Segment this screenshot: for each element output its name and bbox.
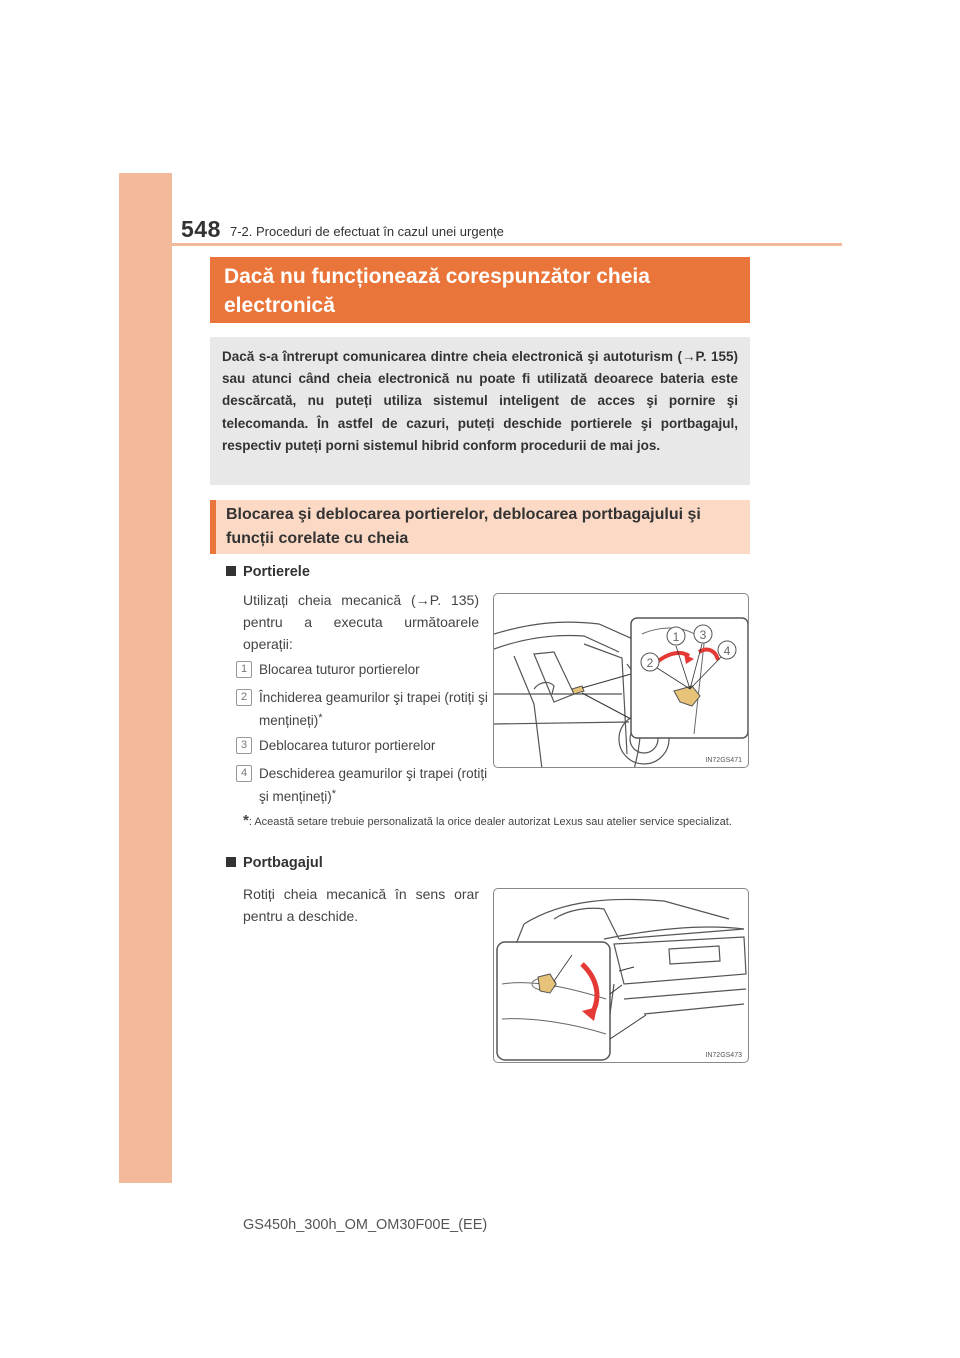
- bullet-square-icon: [226, 566, 236, 576]
- footnote-mark: *: [318, 712, 323, 724]
- doors-instruction: Utilizați cheia mecanică (→P. 135) pentru a executa următoarele operații:: [243, 592, 479, 652]
- footnote-text: : Această setare trebuie personalizată la orice dealer autorizat Lexus sau atelier service specializat.: [248, 816, 732, 828]
- bullet-square-icon: [226, 857, 236, 867]
- intro-text: Dacă s-a întrerupt comunicarea dintre cheia electronică şi autoturism (→P. 155) sau atunci când cheia electronică nu poate fi utilizată deoarece bateria este descărcată, nu puteți utiliza sistemul inteligent de acces şi pornire şi telecomanda. În astfel de cazuri, puteți deschide portierele şi portbagajul, respectiv puteți porni sistemul hibrid conform procedurii de mai jos.: [210, 337, 750, 485]
- door-lock-illustration: [493, 593, 749, 768]
- section-title: 7-2. Proceduri de efectuat în cazul unei urgențe: [230, 224, 504, 239]
- footnote-star: *: [243, 812, 249, 829]
- section-heading: Dacă nu funcționează corespunzător cheia electronică: [210, 257, 750, 323]
- step-number: 3: [236, 737, 252, 754]
- step-text: Blocarea tuturor portierelor: [259, 662, 420, 677]
- figure-code: IN72GS471: [705, 757, 742, 764]
- footnote: [243, 812, 748, 831]
- callout-1: 1: [672, 630, 680, 644]
- doors-heading: [226, 564, 310, 580]
- step-number: 1: [236, 661, 252, 678]
- car-door-drawing: [494, 594, 749, 768]
- trunk-heading: [226, 855, 323, 871]
- step-text: Deblocarea tuturor portierelor: [259, 738, 436, 753]
- step-number: 4: [236, 765, 252, 782]
- document-code: GS450h_300h_OM_OM30F00E_(EE): [243, 1217, 488, 1233]
- callout-3: 3: [699, 628, 707, 642]
- callout-4: 4: [723, 644, 731, 658]
- trunk-instruction: Rotiți cheia mecanică în sens orar pentru a deschide.: [243, 886, 479, 924]
- trunk-heading-label: Portbagajul: [243, 855, 323, 871]
- trunk-lock-illustration: [493, 888, 749, 1063]
- callout-2: 2: [646, 656, 654, 670]
- step-number: 2: [236, 689, 252, 706]
- side-margin-band: [119, 173, 172, 1183]
- car-trunk-drawing: [494, 889, 749, 1063]
- doors-heading-label: Portierele: [243, 564, 310, 580]
- page-number: 548: [181, 216, 221, 242]
- figure-code: IN72GS473: [705, 1052, 742, 1059]
- step-text: Închiderea geamurilor şi trapei (rotiți şi mențineți): [259, 690, 488, 728]
- step-text: Deschiderea geamurilor şi trapei (rotiți şi mențineți): [259, 766, 488, 804]
- sub-heading: Blocarea şi deblocarea portierelor, deblocarea portbagajului şi funcții corelate cu cheia: [210, 500, 750, 554]
- header-divider: [172, 243, 842, 246]
- footnote-mark: *: [331, 788, 337, 800]
